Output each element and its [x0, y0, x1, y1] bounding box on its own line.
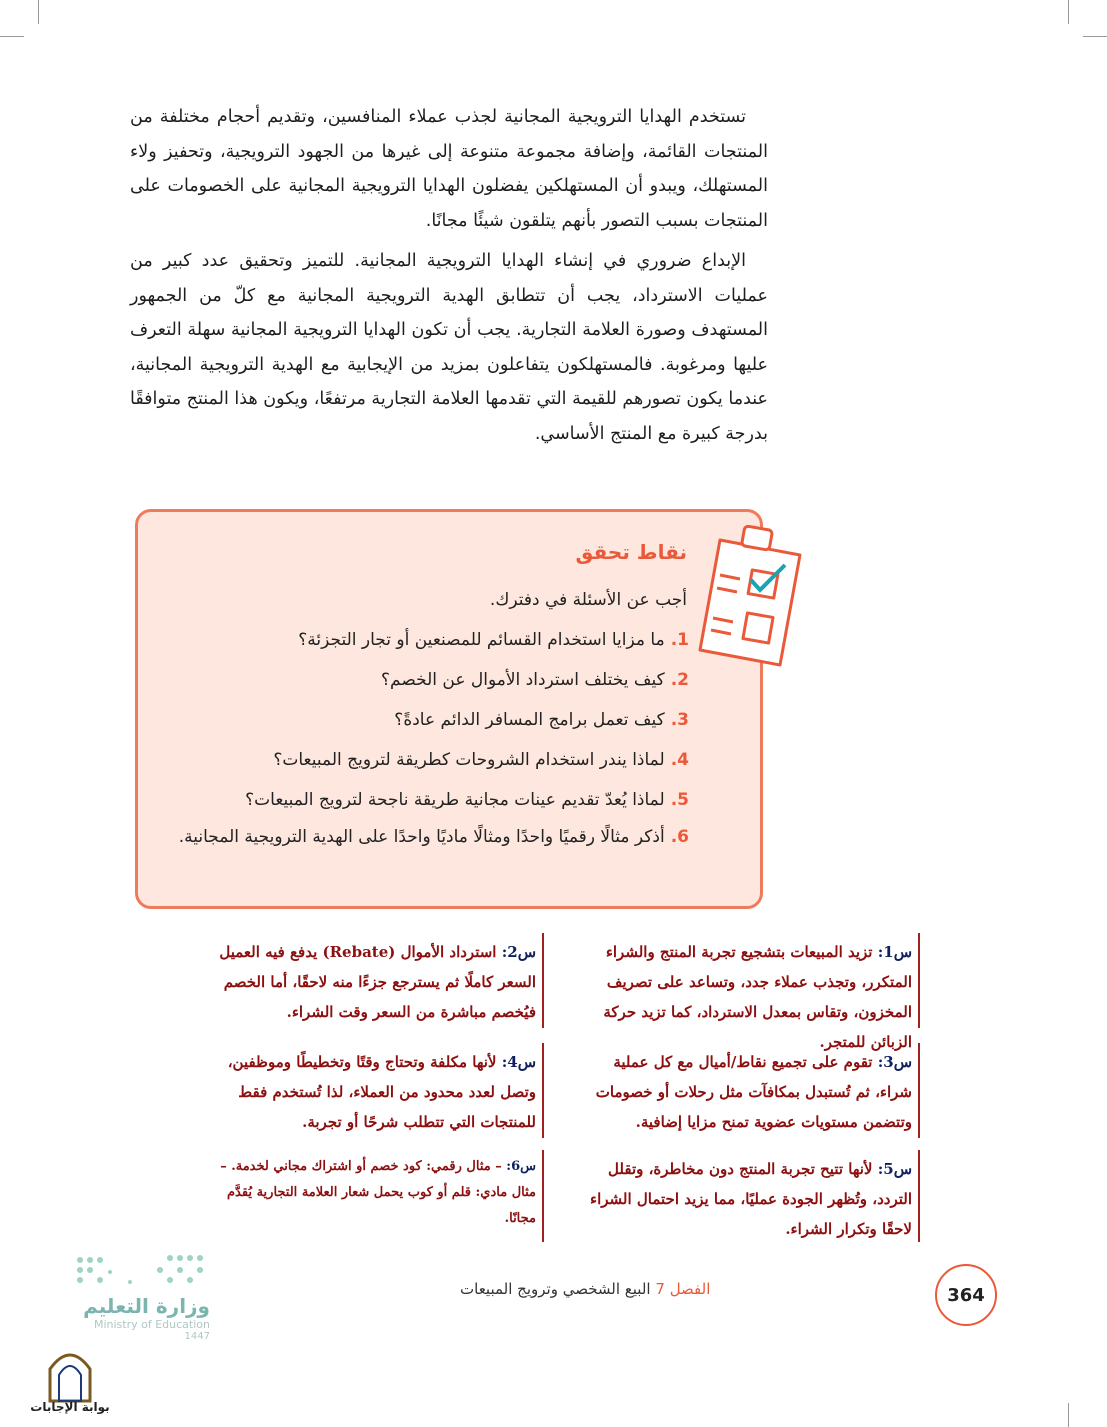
question-number: 6. — [670, 827, 689, 847]
list-item — [149, 620, 689, 660]
chapter-label: الفصل — [669, 1280, 711, 1298]
answer-tag: س1: — [877, 943, 912, 961]
paragraph: الإبداع ضروري في إنشاء الهدايا الترويجية المجانية. للتميز وتحقيق عدد كبير من عمليات الاسترداد، يجب أن تتطابق الهدية الترويجية المجانية مع كلّ من الجمهور المستهدف وصورة العلامة التجارية. يجب أن تكون الهدايا الترويجية المجانية سهلة التعرف عليها ومرغوبة. فالمستهلكون يتفاعلون بمزيد من الإيجابية مع الهدية الترويجية المجانية، عندما يكون تصورهم للقيمة التي تقدمها العلامة التجارية مرتفعًا، ويكون هذا المنتج متوافقًا بدرجة كبيرة مع المنتج الأساسي. — [130, 251, 768, 444]
page-number: 364 — [935, 1264, 997, 1326]
ministry-logo — [60, 1250, 210, 1342]
watermark-text: بوابة الإجابات — [30, 1400, 110, 1414]
answer-tag: س3: — [877, 1053, 912, 1071]
list-item — [149, 820, 689, 854]
answer-text: لأنها مكلفة وتحتاج وقتًا وتخطيطًا وموظفين، وتصل لعدد محدود من العملاء، لذا تُستخدم فقط للمنتجات التي تتطلب شرحًا أو تجربة. — [227, 1053, 536, 1131]
list-item — [149, 700, 689, 740]
ministry-arabic-name: وزارة التعليم — [83, 1294, 210, 1318]
question-text: لماذا يُعدّ تقديم عينات مجانية طريقة ناجحة لترويج المبيعات؟ — [245, 790, 665, 810]
ministry-english-name: Ministry of Education — [93, 1318, 210, 1331]
answer-tag: س6: — [506, 1159, 536, 1174]
answer-tag: س4: — [501, 1053, 536, 1071]
list-item — [149, 780, 689, 820]
ministry-year: 1447 — [184, 1331, 210, 1342]
answer-4 — [188, 1043, 544, 1138]
answer-text: تقوم على تجميع نقاط/أميال مع كل عملية شراء، ثم تُستبدل بمكافآت مثل رحلات أو خصومات وتتضمن مستويات عضوية تمنح مزايا إضافية. — [595, 1053, 912, 1131]
list-item — [149, 740, 689, 780]
body-text — [130, 100, 768, 457]
chapter-number: 7 — [655, 1280, 665, 1298]
checkpoint-intro: أجب عن الأسئلة في دفترك. — [489, 590, 687, 610]
checkpoint-title: نقاط تحقق — [575, 540, 687, 564]
answer-tag: س2: — [501, 943, 536, 961]
question-number: 3. — [670, 710, 689, 730]
answer-tag: س5: — [877, 1160, 912, 1178]
question-text: كيف تعمل برامج المسافر الدائم عادةً؟ — [394, 710, 665, 730]
paragraph: تستخدم الهدايا الترويجية المجانية لجذب عملاء المنافسين، وتقديم أحجام مختلفة من المنتجات القائمة، وإضافة مجموعة متنوعة إلى غيرها من الجهود الترويجية، وتحفيز ولاء المستهلك، ويبدو أن المستهلكين يفضلون الهدايا الترويجية المجانية على الخصومات على المنتجات بسبب التصور بأنهم يتلقون شيئًا مجانًا. — [130, 107, 768, 231]
clipboard-checklist-icon — [695, 520, 815, 670]
crop-mark — [1068, 0, 1069, 24]
crop-mark — [1083, 36, 1107, 37]
watermark-arch-icon — [45, 1345, 95, 1403]
answer-text: – مثال رقمي: كود خصم أو اشتراك مجاني لخدمة. – مثال مادي: قلم أو كوب يحمل شعار العلامة التجارية يُقدَّم مجانًا. — [220, 1159, 536, 1226]
crop-mark — [38, 0, 39, 24]
question-number: 5. — [670, 790, 689, 810]
question-number: 4. — [670, 750, 689, 770]
answer-text: تزيد المبيعات بتشجيع تجربة المنتج والشراء المتكرر، وتجذب عملاء جدد، وتساعد على تصريف المخزون، وتقاس بمعدل الاسترداد، كما تزيد حركة الزبائن للمتجر. — [603, 943, 912, 1051]
answer-1 — [568, 933, 920, 1051]
answer-2 — [188, 933, 544, 1028]
chapter-footer — [460, 1280, 710, 1298]
answer-6 — [188, 1150, 544, 1242]
question-text: كيف يختلف استرداد الأموال عن الخصم؟ — [381, 670, 665, 690]
question-list — [149, 620, 689, 854]
question-text: ما مزايا استخدام القسائم للمصنعين أو تجار التجزئة؟ — [298, 630, 665, 650]
answer-text: استرداد الأموال (Rebate) يدفع فيه العميل السعر كاملًا ثم يسترجع جزءًا منه لاحقًا، أما الخصم فيُخصم مباشرة من السعر وقت الشراء. — [219, 943, 536, 1021]
list-item — [149, 660, 689, 700]
crop-mark — [1068, 1403, 1069, 1427]
answer-text: لأنها تتيح تجربة المنتج دون مخاطرة، وتقلل التردد، وتُظهر الجودة عمليًا، مما يزيد احتمال الشراء لاحقًا وتكرار الشراء. — [590, 1160, 912, 1238]
ministry-dots-icon — [70, 1250, 210, 1290]
question-text: لماذا يندر استخدام الشروحات كطريقة لترويج المبيعات؟ — [273, 750, 665, 770]
crop-mark — [0, 36, 24, 37]
chapter-title: البيع الشخصي وترويج المبيعات — [460, 1280, 651, 1298]
question-number: 1. — [670, 630, 689, 650]
answer-5 — [568, 1150, 920, 1242]
question-number: 2. — [670, 670, 689, 690]
question-text: أذكر مثالًا رقميًا واحدًا ومثالًا ماديًا واحدًا على الهدية الترويجية المجانية. — [178, 827, 665, 847]
answer-3 — [568, 1043, 920, 1138]
